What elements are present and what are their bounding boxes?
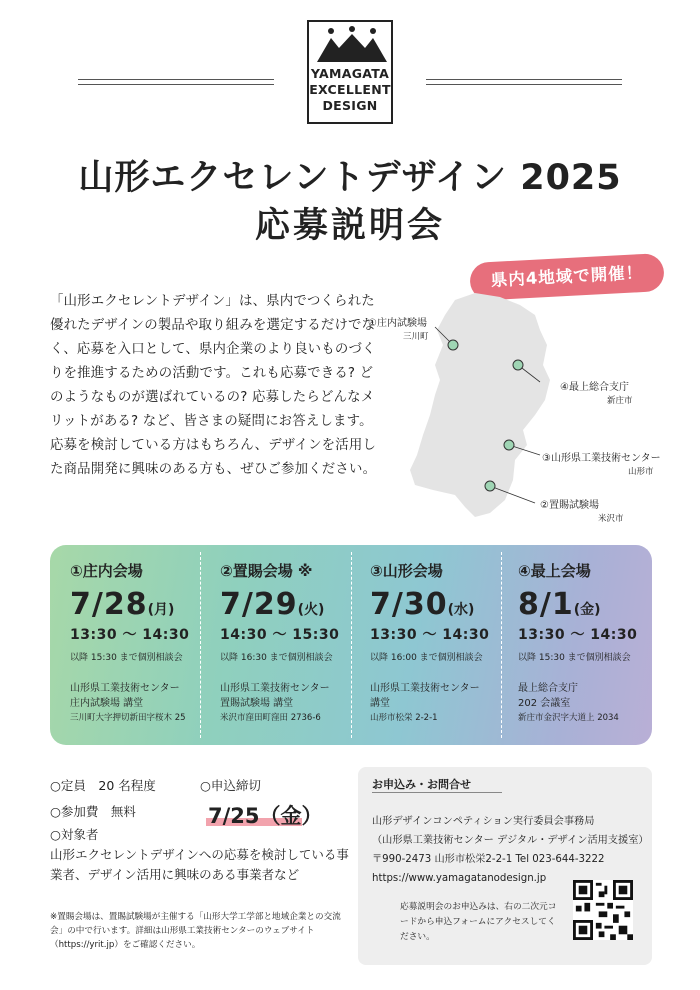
venue-name: ①庄内会場	[70, 562, 143, 580]
header-rule-left	[78, 79, 274, 85]
contact-note: 応募説明会のお申込みは、右の二次元コードから申込フォームにアクセスしてください。	[400, 902, 557, 942]
venue-address: 山形市松栄 2-2-1	[370, 713, 438, 723]
venue-time: 13:30 ～ 14:30	[70, 627, 190, 643]
venue-consult: 以降 15:30 まで個別相談会	[518, 653, 631, 663]
logo-line-3: DESIGN	[322, 98, 378, 113]
venue-address: 新庄市金沢字大道上 2034	[518, 713, 619, 723]
venue-place: 山形県工業技術センター 庄内試験場 講堂	[70, 683, 180, 709]
venue-date: 7/30(水)	[370, 587, 475, 622]
page-title: 山形エクセレントデザイン 2025	[78, 158, 622, 198]
venue-address: 米沢市窪田町窪田 2736-6	[220, 713, 321, 723]
contact-org: 山形デザインコンペティション実行委員会事務局	[372, 816, 595, 827]
target-text: 山形エクセレントデザインへの応募を検討している事業者、デザイン活用に興味のある事業者など	[50, 847, 349, 882]
venue-date: 8/1(金)	[518, 587, 601, 622]
venue-time: 14:30 ～ 15:30	[220, 627, 340, 643]
venue-consult: 以降 16:00 まで個別相談会	[370, 653, 483, 663]
target-label: ○対象者	[50, 827, 99, 842]
map-label-yamagata: ③山形県工業技術センター	[542, 453, 661, 464]
map-label-okitama: ②置賜試験場	[540, 500, 599, 511]
map-city-yonezawa: 米沢市	[598, 514, 624, 524]
yamagata-map	[395, 285, 675, 530]
fee: ○参加費 無料	[50, 804, 136, 819]
qr-code-icon[interactable]	[573, 880, 633, 940]
contact-heading: お申込み・お問合せ	[372, 778, 471, 791]
venue-address: 三川町大字押切新田字桜木 25	[70, 713, 186, 723]
logo-line-2: EXCELLENT	[309, 82, 391, 97]
map-city-mikawa: 三川町	[403, 332, 429, 342]
contact-heading-rule	[372, 792, 502, 793]
contact-dept: （山形県工業技術センター デジタル・デザイン活用支援室）	[372, 835, 649, 846]
map-label-mogami: ④最上総合支庁	[560, 382, 629, 393]
intro-text: 「山形エクセレントデザイン」は、県内でつくられた優れたデザインの製品や取り組みを選定するだけでなく、応募を入口として、県内企業のより良いものづくりを推進するための活動です。これも応募できる? どのようなものが選ばれているの? 応募したらどんなメリットがある? など、皆さまの疑問にお答えします。応募を検討している方はもちろん、デザインを活用した商品開発に興味のある方も、ぜひご参加ください。	[50, 294, 377, 477]
venue-time: 13:30 ～ 14:30	[518, 627, 638, 643]
venue-name: ④最上会場	[518, 562, 591, 580]
venue-place: 最上総合支庁 202 会議室	[518, 683, 578, 709]
map-dot-yamagata	[504, 440, 514, 450]
venue-shonai	[70, 560, 220, 725]
capacity: ○定員 20 名程度	[50, 778, 156, 793]
page-subtitle: 応募説明会	[254, 206, 445, 246]
map-city-yamagata: 山形市	[628, 467, 654, 477]
logo	[307, 20, 393, 124]
map-dot-shonai	[448, 340, 458, 350]
venue-name: ②置賜会場 ※	[220, 562, 313, 580]
map-label-shonai: ①庄内試験場	[368, 318, 427, 329]
venue-name: ③山形会場	[370, 562, 443, 580]
venue-date: 7/28(月)	[70, 587, 175, 622]
venue-consult: 以降 16:30 まで個別相談会	[220, 653, 333, 663]
contact-address: 〒990-2473 山形市松栄2-2-1 Tel 023-644-3222	[372, 854, 605, 865]
map-city-shinjo: 新庄市	[607, 396, 633, 406]
venue-consult: 以降 15:30 まで個別相談会	[70, 653, 183, 663]
venue-place: 山形県工業技術センター 講堂	[370, 683, 480, 709]
region-badge: 県内4地域で開催！	[469, 253, 665, 301]
prefecture-shape	[410, 293, 550, 517]
map-dot-mogami	[513, 360, 523, 370]
venue-date: 7/29(火)	[220, 587, 325, 622]
venue-okitama	[220, 560, 370, 725]
venue-time: 13:30 ～ 14:30	[370, 627, 490, 643]
deadline-label: ○申込締切	[200, 778, 261, 793]
map-dot-okitama	[485, 481, 495, 491]
footnote: ※置賜会場は、置賜試験場が主催する「山形大学工学部と地域企業との交流会」の中で行います。詳細は山形県工業技術センターのウェブサイト（https://yrit.jp）をご確認ください。	[50, 912, 341, 950]
contact-details	[372, 812, 652, 888]
venue-mogami	[518, 560, 668, 725]
venue-yamagata	[370, 560, 520, 725]
contact-url[interactable]: https://www.yamagatanodesign.jp	[372, 873, 547, 884]
deadline-date: 7/25（金）	[208, 804, 323, 828]
logo-line-1: YAMAGATA	[310, 66, 390, 81]
venue-place: 山形県工業技術センター 置賜試験場 講堂	[220, 683, 330, 709]
header-rule-right	[426, 79, 622, 85]
mountains-icon	[317, 26, 387, 64]
